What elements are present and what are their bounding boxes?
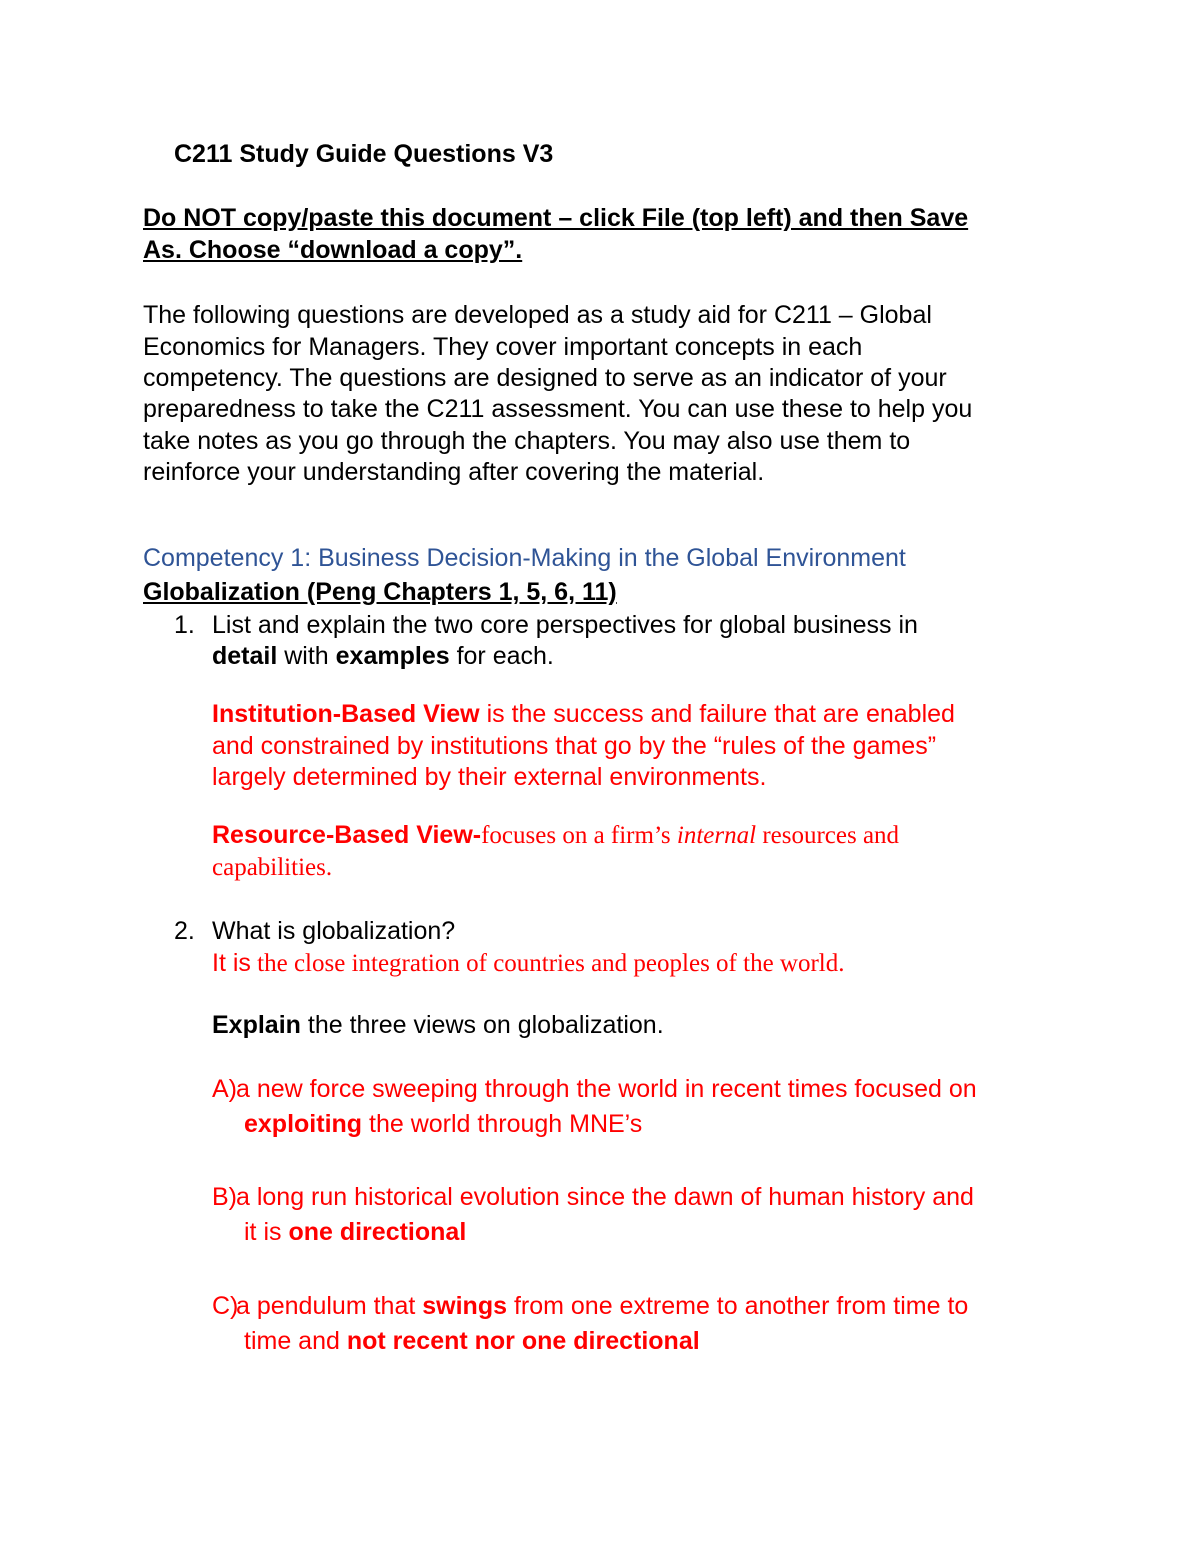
resource-view-line-1 <box>212 821 899 850</box>
section-heading: Globalization (Peng Chapters 1, 5, 6, 11) <box>143 578 617 606</box>
intro-line-3: competency. The questions are designed to serve as an indicator of your <box>143 364 947 392</box>
intro-line-1: The following questions are developed as a study aid for C211 – Global <box>143 301 932 329</box>
definition-prefix: It is <box>212 949 251 977</box>
question-1-line-2 <box>212 642 554 671</box>
view-a-exploiting: exploiting <box>244 1110 363 1138</box>
question-1-detail: detail <box>212 642 278 670</box>
intro-line-2: Economics for Managers. They cover important concepts in each <box>143 333 863 361</box>
institution-view-line-1 <box>212 700 955 729</box>
resource-view-def-1: focuses on a firm’s <box>481 822 677 849</box>
question-2-text: What is globalization? <box>212 917 456 945</box>
view-c-start: a pendulum that <box>236 1292 423 1320</box>
document-title: C211 Study Guide Questions V3 <box>174 140 554 168</box>
question-1-examples: examples <box>335 642 450 670</box>
warning-line-1: Do NOT copy/paste this document – click File (top left) and then Save <box>143 204 969 232</box>
view-c-end: from one extreme to another from time to <box>507 1292 969 1320</box>
institution-view-line-3: largely determined by their external environments. <box>212 763 767 791</box>
view-a-label: A) <box>212 1075 237 1103</box>
view-b-line-2 <box>244 1218 466 1247</box>
explain-rest: the three views on globalization. <box>300 1011 664 1039</box>
warning-line-2: As. Choose “download a copy”. <box>143 236 523 264</box>
view-b-start: it is <box>244 1218 289 1246</box>
question-1-number: 1. <box>174 611 195 639</box>
resource-view-term: Resource-Based View- <box>212 821 482 849</box>
competency-heading: Competency 1: Business Decision-Making in the Global Environment <box>143 544 906 572</box>
view-a-line-2 <box>244 1110 642 1139</box>
institution-view-def: is the success and failure that are enabled <box>479 700 955 728</box>
question-1-line-1: List and explain the two core perspectives for global business in <box>212 611 918 639</box>
view-c-line-2-start: time and <box>244 1327 347 1355</box>
resource-view-internal: internal <box>676 822 757 849</box>
explain-prompt <box>212 1011 664 1040</box>
institution-view-line-2: and constrained by institutions that go by the “rules of the games” <box>212 732 937 760</box>
explain-word: Explain <box>212 1011 301 1039</box>
resource-view-def-2: resources and <box>756 822 900 849</box>
resource-view-line-2: capabilities. <box>212 854 333 881</box>
intro-line-6: reinforce your understanding after covering the material. <box>143 458 765 486</box>
view-a-line-1: a new force sweeping through the world in recent times focused on <box>236 1075 977 1103</box>
question-1-with: with <box>277 642 336 670</box>
question-2-number: 2. <box>174 917 195 945</box>
view-a-rest: the world through MNE’s <box>362 1110 643 1138</box>
intro-line-4: preparedness to take the C211 assessment. You can use these to help you <box>143 395 973 423</box>
intro-line-5: take notes as you go through the chapters. You may also use them to <box>143 427 911 455</box>
view-c-line-1 <box>236 1292 968 1321</box>
view-b-label: B) <box>212 1183 237 1211</box>
view-c-line-2 <box>244 1327 700 1356</box>
view-b-one-directional: one directional <box>288 1218 467 1246</box>
question-1-for-each: for each. <box>449 642 554 670</box>
institution-view-term: Institution-Based View <box>212 700 480 728</box>
globalization-definition <box>212 949 845 978</box>
view-c-label: C) <box>212 1292 239 1320</box>
view-c-swings: swings <box>422 1292 507 1320</box>
view-c-not-recent: not recent nor one directional <box>346 1327 700 1355</box>
view-b-line-1: a long run historical evolution since the dawn of human history and <box>236 1183 974 1211</box>
definition-text: the close integration of countries and peoples of the world. <box>250 950 845 977</box>
